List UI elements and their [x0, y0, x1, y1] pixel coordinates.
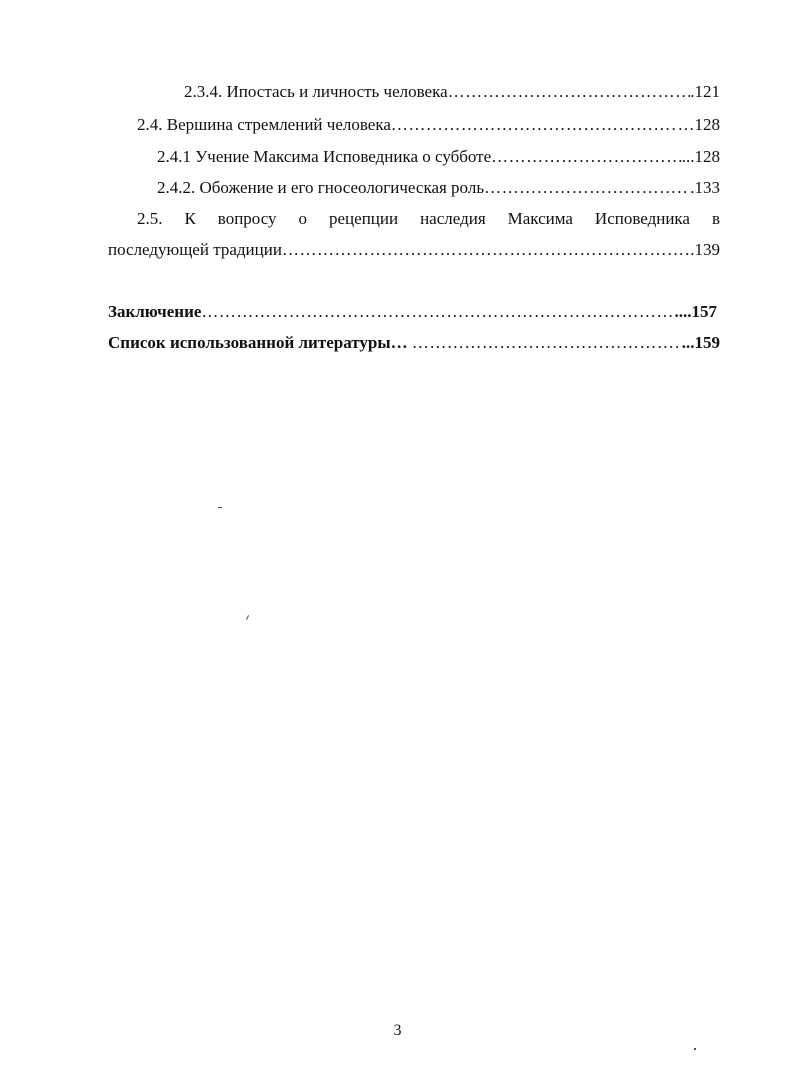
toc-leader-dots	[448, 82, 691, 102]
toc-entry-title: Заключение	[108, 302, 202, 321]
toc-leader-dots	[391, 115, 678, 135]
scan-speck	[694, 1048, 696, 1050]
toc-entry-title: 2.4.2. Обожение и его гносеологическая роль	[157, 178, 485, 197]
toc-entry-page: ....157	[674, 302, 717, 321]
toc-leader-dots	[282, 240, 690, 260]
scan-speck	[218, 507, 222, 508]
toc-entry-2-4-2	[157, 178, 720, 198]
toc-entry-2-5-line2	[108, 240, 720, 260]
toc-entry-page: .121	[690, 82, 720, 101]
toc-entry-page: .139	[690, 240, 720, 259]
toc-entry-title: 2.4.1 Учение Максима Исповедника о субботе	[157, 147, 492, 166]
toc-entry-title: 2.5. К вопросу о рецепции наследия Максима Исповедника в	[137, 209, 720, 228]
toc-leader-dots	[412, 333, 682, 353]
page-number: 3	[393, 1022, 402, 1039]
toc-leader-dots	[484, 178, 690, 198]
toc-entry-page: …128	[677, 115, 720, 134]
toc-entry-page: ...159	[681, 333, 720, 352]
toc-entry-2-5-line1	[137, 209, 720, 229]
toc-entry-2-4-1	[157, 147, 720, 167]
toc-entry-title: 2.4. Вершина стремлений человека	[137, 115, 391, 134]
toc-entry-title-continuation: последующей традиции	[108, 240, 282, 259]
toc-entry-page: .133	[690, 178, 720, 197]
toc-entry-bibliography	[108, 333, 720, 353]
toc-entry-page: ...128	[681, 147, 720, 166]
toc-entry-title: Список использованной литературы…	[108, 333, 412, 352]
toc-entry-2-3-4	[184, 82, 720, 102]
toc-leader-dots	[491, 147, 682, 167]
toc-entry-title: 2.3.4. Ипостась и личность человека	[184, 82, 448, 101]
toc-leader-dots	[201, 302, 674, 322]
toc-entry-conclusion	[108, 302, 717, 322]
scan-speck	[246, 615, 249, 620]
toc-entry-2-4	[137, 115, 720, 135]
